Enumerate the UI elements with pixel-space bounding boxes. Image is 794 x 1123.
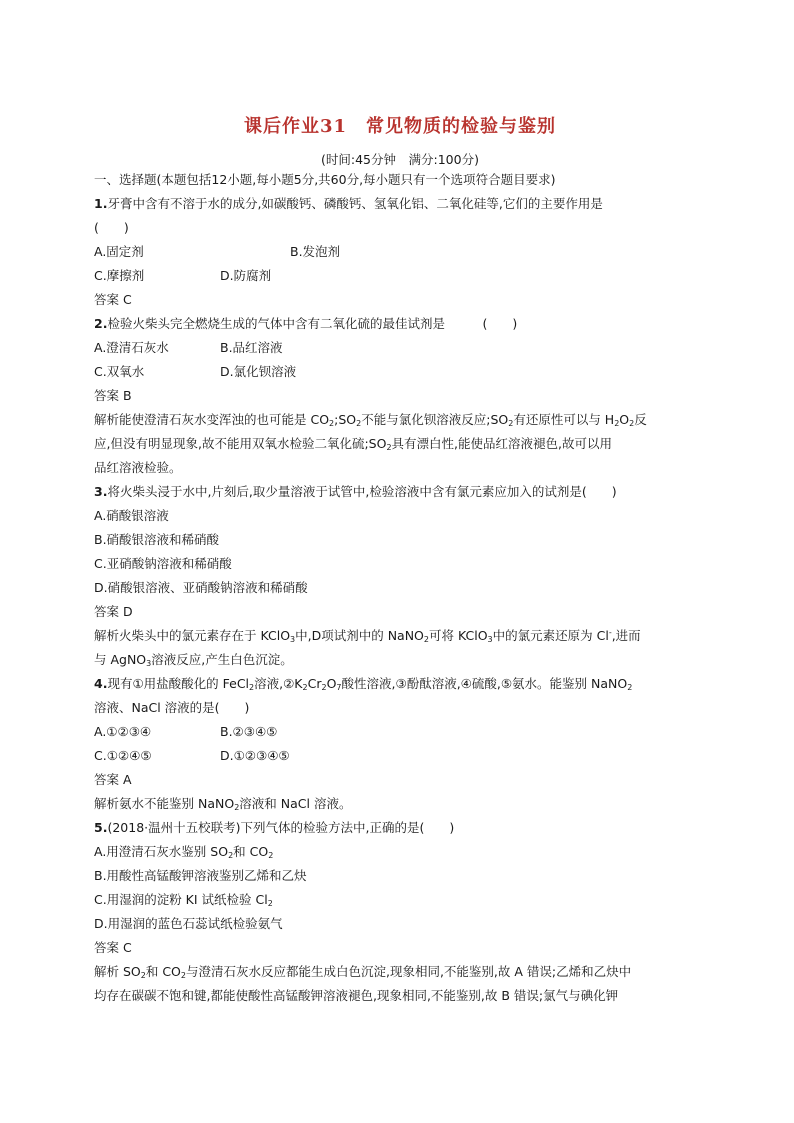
page-title: 课后作业31 常见物质的检验与鉴别: [243, 116, 557, 137]
option-a: A.用澄清石灰水鉴别 $SO_2$和 $CO_2$: [94, 844, 274, 860]
question-3-stem: 3.将火柴头浸于水中,片刻后,取少量溶液于试管中,检验溶液中含有氯元素应加入的试剂是( ): [94, 484, 617, 499]
question-5-stem: 5.(2018·温州十五校联考)下列气体的检验方法中,正确的是( ): [94, 820, 455, 835]
option-b: B.硝酸银溶液和稀硝酸: [94, 532, 220, 547]
question-3-analysis-line1: 解析火柴头中的氯元素存在于 KClO$_3$中,D项试剂中的 NaNO$_2$可将 KClO$_3$中的氯元素还原为 Cl-,进而: [94, 628, 641, 644]
option-a: A.硝酸银溶液: [94, 508, 169, 523]
section-heading: 一、选择题(本题包括12小题,每小题5分,共60分,每小题只有一个选项符合题目要求): [94, 172, 556, 187]
question-2-answer: 答案 B: [94, 388, 132, 403]
option-a: A.澄清石灰水: [94, 340, 169, 355]
question-1-paren: ( ): [94, 220, 129, 235]
question-1-stem: 1.牙膏中含有不溶于水的成分,如碳酸钙、磷酸钙、氢氧化铝、二氧化硅等,它们的主要作用是: [94, 196, 603, 211]
option-c: C.摩擦剂: [94, 268, 145, 283]
question-1-answer: 答案 C: [94, 292, 132, 307]
question-5-analysis-line2: 均存在碳碳不饱和键,都能使酸性高锰酸钾溶液褪色,现象相同,不能鉴别,故 B 错误;氯气与碘化钾: [94, 988, 619, 1003]
question-1-options-row2: [94, 268, 706, 284]
option-c: C.双氧水: [94, 364, 145, 379]
option-d: D.氯化钡溶液: [220, 364, 297, 379]
question-2-options-row1: [94, 340, 706, 356]
question-2-stem: 2.检验火柴头完全燃烧生成的气体中含有二氧化硫的最佳试剂是 ( ): [94, 316, 518, 331]
question-4-stem-line2: 溶液、NaCl 溶液的是( ): [94, 700, 250, 715]
option-d: D.用湿润的蓝色石蕊试纸检验氨气: [94, 916, 283, 931]
option-c: C.亚硝酸钠溶液和稀硝酸: [94, 556, 232, 571]
option-a: A.①②③④: [94, 724, 152, 739]
question-4-answer: 答案 A: [94, 772, 132, 787]
option-b: B.品红溶液: [220, 340, 283, 355]
question-2-analysis-line3: 品红溶液检验。: [94, 460, 182, 475]
question-2-analysis-line2: 应,但没有明显现象,故不能用双氧水检验二氧化硫$;SO_2$具有漂白性,能使品红溶液褪色,故可以用: [94, 436, 612, 452]
question-4-options-row1: [94, 724, 706, 740]
page-subtitle: (时间:45分钟 满分:100分): [321, 152, 479, 167]
question-4-stem-line1: 4.现有①用盐酸酸化的 FeCl$_2$溶液$,②K_2Cr_2O_7$酸性溶液,③酚酞溶液,④硫酸,⑤氨水。能鉴别 NaNO$_2$: [94, 676, 633, 692]
option-a: A.固定剂: [94, 244, 144, 259]
question-4-analysis: 解析氨水不能鉴别 NaNO$_2$溶液和 NaCl 溶液。: [94, 796, 352, 812]
question-4-options-row2: [94, 748, 706, 764]
question-5-answer: 答案 C: [94, 940, 132, 955]
question-1-options-row1: [94, 244, 706, 260]
option-c: C.用湿润的淀粉 KI 试纸检验 $Cl_2$: [94, 892, 273, 908]
question-3-analysis-line2: 与 AgNO$_3$溶液反应,产生白色沉淀。: [94, 652, 293, 668]
question-5-analysis-line1: 解析 $SO_2$和 $CO_2$与澄清石灰水反应都能生成白色沉淀,现象相同,不能鉴别,故 A 错误;乙烯和乙炔中: [94, 964, 632, 980]
option-b: B.②③④⑤: [220, 724, 278, 739]
option-b: B.用酸性高锰酸钾溶液鉴别乙烯和乙炔: [94, 868, 307, 883]
option-d: D.①②③④⑤: [220, 748, 290, 763]
question-2-options-row2: [94, 364, 706, 380]
question-number: 1.: [94, 196, 108, 211]
question-3-answer: 答案 D: [94, 604, 133, 619]
option-d: D.硝酸银溶液、亚硝酸钠溶液和稀硝酸: [94, 580, 308, 595]
option-d: D.防腐剂: [220, 268, 272, 283]
option-c: C.①②④⑤: [94, 748, 152, 763]
question-2-analysis-line1: 解析能使澄清石灰水变浑浊的也可能是 $CO_2;SO_2$不能与氯化钡溶液反应$;SO_2$有还原性可以与 $H_2O_2$反: [94, 412, 647, 428]
option-b: B.发泡剂: [290, 244, 341, 259]
